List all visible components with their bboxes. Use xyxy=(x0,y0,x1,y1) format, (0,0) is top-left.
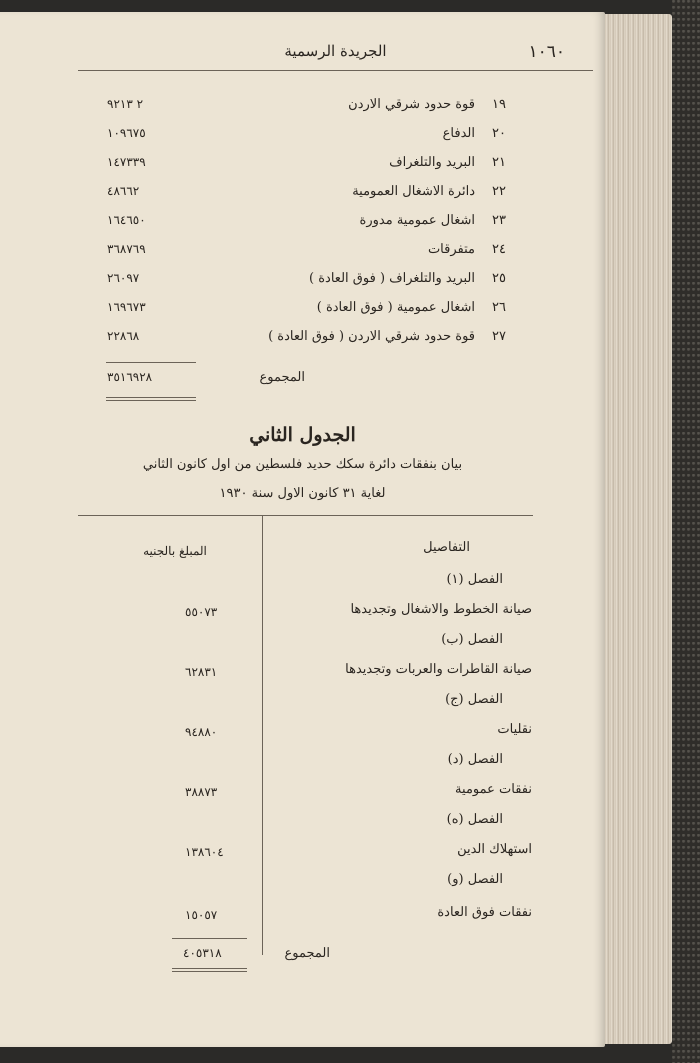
column-divider xyxy=(262,515,263,955)
table-row xyxy=(0,329,605,351)
row-amount: ١٠٩٦٧٥ xyxy=(107,126,146,140)
row-label: اشغال عمومية مدورة xyxy=(359,213,475,228)
section-heading: الفصل (ه) xyxy=(446,812,503,827)
page-number: ١٠٦٠ xyxy=(528,42,565,62)
total-label: المجموع xyxy=(259,370,305,385)
section-item: نقليات xyxy=(497,722,532,737)
row-amount: ٤٨٦٦٢ xyxy=(107,184,140,198)
row-label: متفرقات xyxy=(427,242,475,257)
section-item: نفقات عمومية xyxy=(455,782,532,797)
section-heading: الفصل (د) xyxy=(447,752,503,767)
section-heading: الفصل (و) xyxy=(447,872,503,887)
row-number: ٢٦ xyxy=(492,300,506,315)
row-number: ٢٢ xyxy=(492,184,506,199)
section-heading: الفصل (ج) xyxy=(445,692,503,707)
document-page xyxy=(0,12,605,1047)
table-row xyxy=(0,97,605,119)
page-header xyxy=(78,42,593,71)
table-row xyxy=(0,126,605,148)
double-rule xyxy=(172,968,247,972)
row-amount: ١٤٧٣٣٩ xyxy=(107,155,146,169)
row-label: قوة حدود شرقي الاردن ( فوق العادة ) xyxy=(268,329,475,344)
section-item: نفقات فوق العادة xyxy=(437,905,532,920)
section-amount: ٣٨٨٧٣ xyxy=(185,785,218,799)
row-amount: ٢ ٩٢١٣ xyxy=(107,97,144,111)
table-row xyxy=(0,242,605,264)
row-number: ٢٠ xyxy=(492,126,506,141)
book-cover xyxy=(672,0,700,1063)
row-number: ٢٥ xyxy=(492,271,506,286)
table-row xyxy=(0,300,605,322)
row-number: ٢١ xyxy=(492,155,506,170)
section-item: صيانة القاطرات والعربات وتجديدها xyxy=(345,662,532,677)
row-label: دائرة الاشغال العمومية xyxy=(352,184,475,199)
row-label: البريد والتلغراف ( فوق العادة ) xyxy=(309,271,475,286)
total-amount: ٣٥١٦٩٢٨ xyxy=(107,370,153,384)
table-row xyxy=(0,155,605,177)
row-amount: ١٦٩٦٧٣ xyxy=(107,300,146,314)
section-heading: الفصل (١) xyxy=(446,572,503,587)
page-edges xyxy=(600,14,672,1044)
row-number: ٢٤ xyxy=(492,242,506,257)
table2-title: الجدول الثاني xyxy=(249,424,356,446)
row-number: ٢٣ xyxy=(492,213,506,228)
section-amount: ٥٥٠٧٣ xyxy=(185,605,218,619)
total-label: المجموع xyxy=(284,946,330,961)
section-amount: ١٥٠٥٧ xyxy=(185,908,218,922)
table-row xyxy=(0,184,605,206)
sum-rule xyxy=(172,938,247,939)
row-amount: ٢٦٠٩٧ xyxy=(107,271,140,285)
total-row xyxy=(0,370,605,392)
section-amount: ٦٢٨٣١ xyxy=(185,665,218,679)
row-amount: ٣٦٨٧٦٩ xyxy=(107,242,146,256)
col-amount-header: المبلغ بالجنيه xyxy=(143,544,207,558)
row-amount: ١٦٤٦٥٠ xyxy=(107,213,146,227)
row-number: ١٩ xyxy=(492,97,506,112)
row-number: ٢٧ xyxy=(492,329,506,344)
col-details-header: التفاصيل xyxy=(423,540,470,555)
gazette-title: الجريدة الرسمية xyxy=(284,42,387,60)
table-row xyxy=(0,271,605,293)
row-label: قوة حدود شرقي الاردن xyxy=(348,97,475,112)
sum-rule xyxy=(106,362,196,363)
section-item: صيانة الخطوط والاشغال وتجديدها xyxy=(350,602,532,617)
table2-subtitle-line2: لغاية ٣١ كانون الاول سنة ١٩٣٠ xyxy=(219,486,386,501)
row-label: اشغال عمومية ( فوق العادة ) xyxy=(316,300,475,315)
section-heading: الفصل (ب) xyxy=(441,632,503,647)
row-amount: ٢٢٨٦٨ xyxy=(107,329,140,343)
total-amount: ٤٠٥٣١٨ xyxy=(183,946,222,960)
table2-subtitle-line1: بيان بنفقات دائرة سكك حديد فلسطين من اول كانون الثاني xyxy=(142,457,463,472)
row-label: الدفاع xyxy=(442,126,475,141)
table-row xyxy=(0,213,605,235)
section-item: استهلاك الدين xyxy=(457,842,532,857)
table2-top-rule xyxy=(78,515,533,516)
section-amount: ٩٤٨٨٠ xyxy=(185,725,218,739)
row-label: البريد والتلغراف xyxy=(389,155,475,170)
section-amount: ١٣٨٦٠٤ xyxy=(185,845,224,859)
double-rule xyxy=(106,397,196,401)
